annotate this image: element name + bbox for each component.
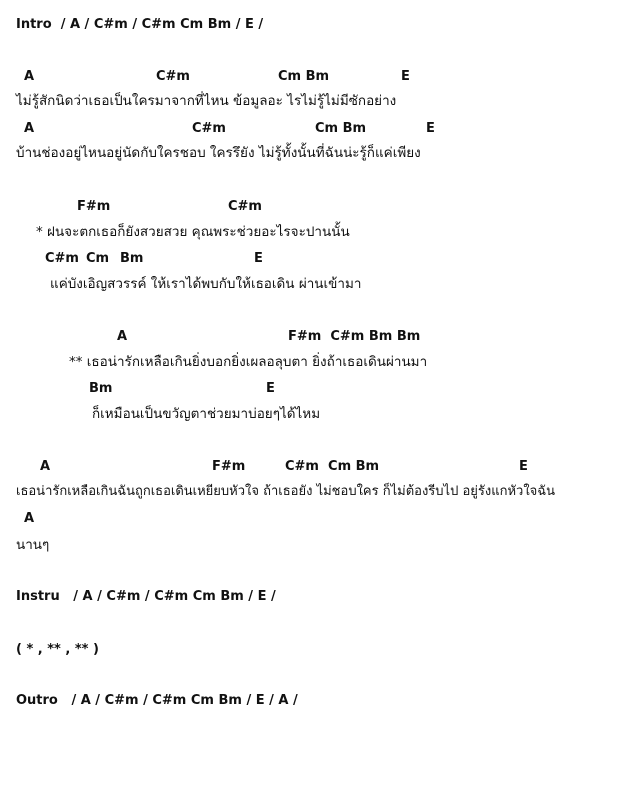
- chord: E: [266, 381, 275, 396]
- lyric-line: ** เธอน่ารักเหลือเกินยิ่งบอกยิ่งเผลอลุบตา ยิ่งถ้าเธอเดินผ่านมา: [69, 354, 428, 370]
- lyric-line: ไม่รู้สักนิดว่าเธอเป็นใครมาจากที่ไหน ข้อมูลอะ ไรไม่รู้ไม่มีซักอย่าง: [16, 93, 397, 109]
- chord: A: [24, 121, 35, 136]
- chord: E: [401, 69, 410, 84]
- chord: C#m: [156, 69, 190, 84]
- lyric-line: เธอน่ารักเหลือเกินฉันถูกเธอเดินเหยียบหัวใจ ถ้าเธอยัง ไม่ชอบใคร ก็ไม่ต้องรีบไป อยู่รังแกหัวใจฉัน: [16, 484, 556, 499]
- lyric-line: * ฝนจะตกเธอก็ยังสวยสวย คุณพระช่วยอะไรจะปานนั้น: [36, 224, 350, 240]
- lyric-line: แค่บังเอิญสวรรค์ ให้เราได้พบกับให้เธอเดิน ผ่านเข้ามา: [50, 276, 362, 292]
- chord: F#m C#m Bm Bm: [288, 329, 421, 344]
- chord: A: [117, 329, 128, 344]
- instru-line: Instru / A / C#m / C#m Cm Bm / E /: [16, 589, 276, 604]
- chord: A: [40, 459, 51, 474]
- lyric-line: บ้านช่องอยู่ไหนอยู่นัดกับใครชอบ ใครรึยัง ไม่รู้ทั้งนั้นที่ฉันน่ะรู้ก็แค่เพียง: [16, 145, 421, 161]
- chord: C#m Cm Bm: [285, 459, 380, 474]
- chord: E: [254, 251, 263, 266]
- repeat-line: ( * , ** , ** ): [16, 642, 99, 657]
- chord: Cm Bm: [278, 69, 330, 84]
- chord: E: [519, 459, 528, 474]
- chord: C#m: [228, 199, 262, 214]
- chord: E: [426, 121, 435, 136]
- lyric-line: นานๆ: [16, 537, 50, 553]
- chord: A: [24, 69, 35, 84]
- chord: A: [24, 511, 35, 526]
- outro-line: Outro / A / C#m / C#m Cm Bm / E / A /: [16, 693, 298, 708]
- intro-line: Intro / A / C#m / C#m Cm Bm / E /: [16, 17, 264, 32]
- chord: C#m: [45, 251, 79, 266]
- lyric-line: ก็เหมือนเป็นขวัญตาช่วยมาบ่อยๆได้ไหม: [92, 406, 321, 422]
- chord: Bm: [120, 251, 144, 266]
- chord: F#m: [77, 199, 111, 214]
- chord: C#m: [192, 121, 226, 136]
- chord: Cm: [86, 251, 110, 266]
- chord: Cm Bm: [315, 121, 367, 136]
- chord: F#m: [212, 459, 246, 474]
- chord: Bm: [89, 381, 113, 396]
